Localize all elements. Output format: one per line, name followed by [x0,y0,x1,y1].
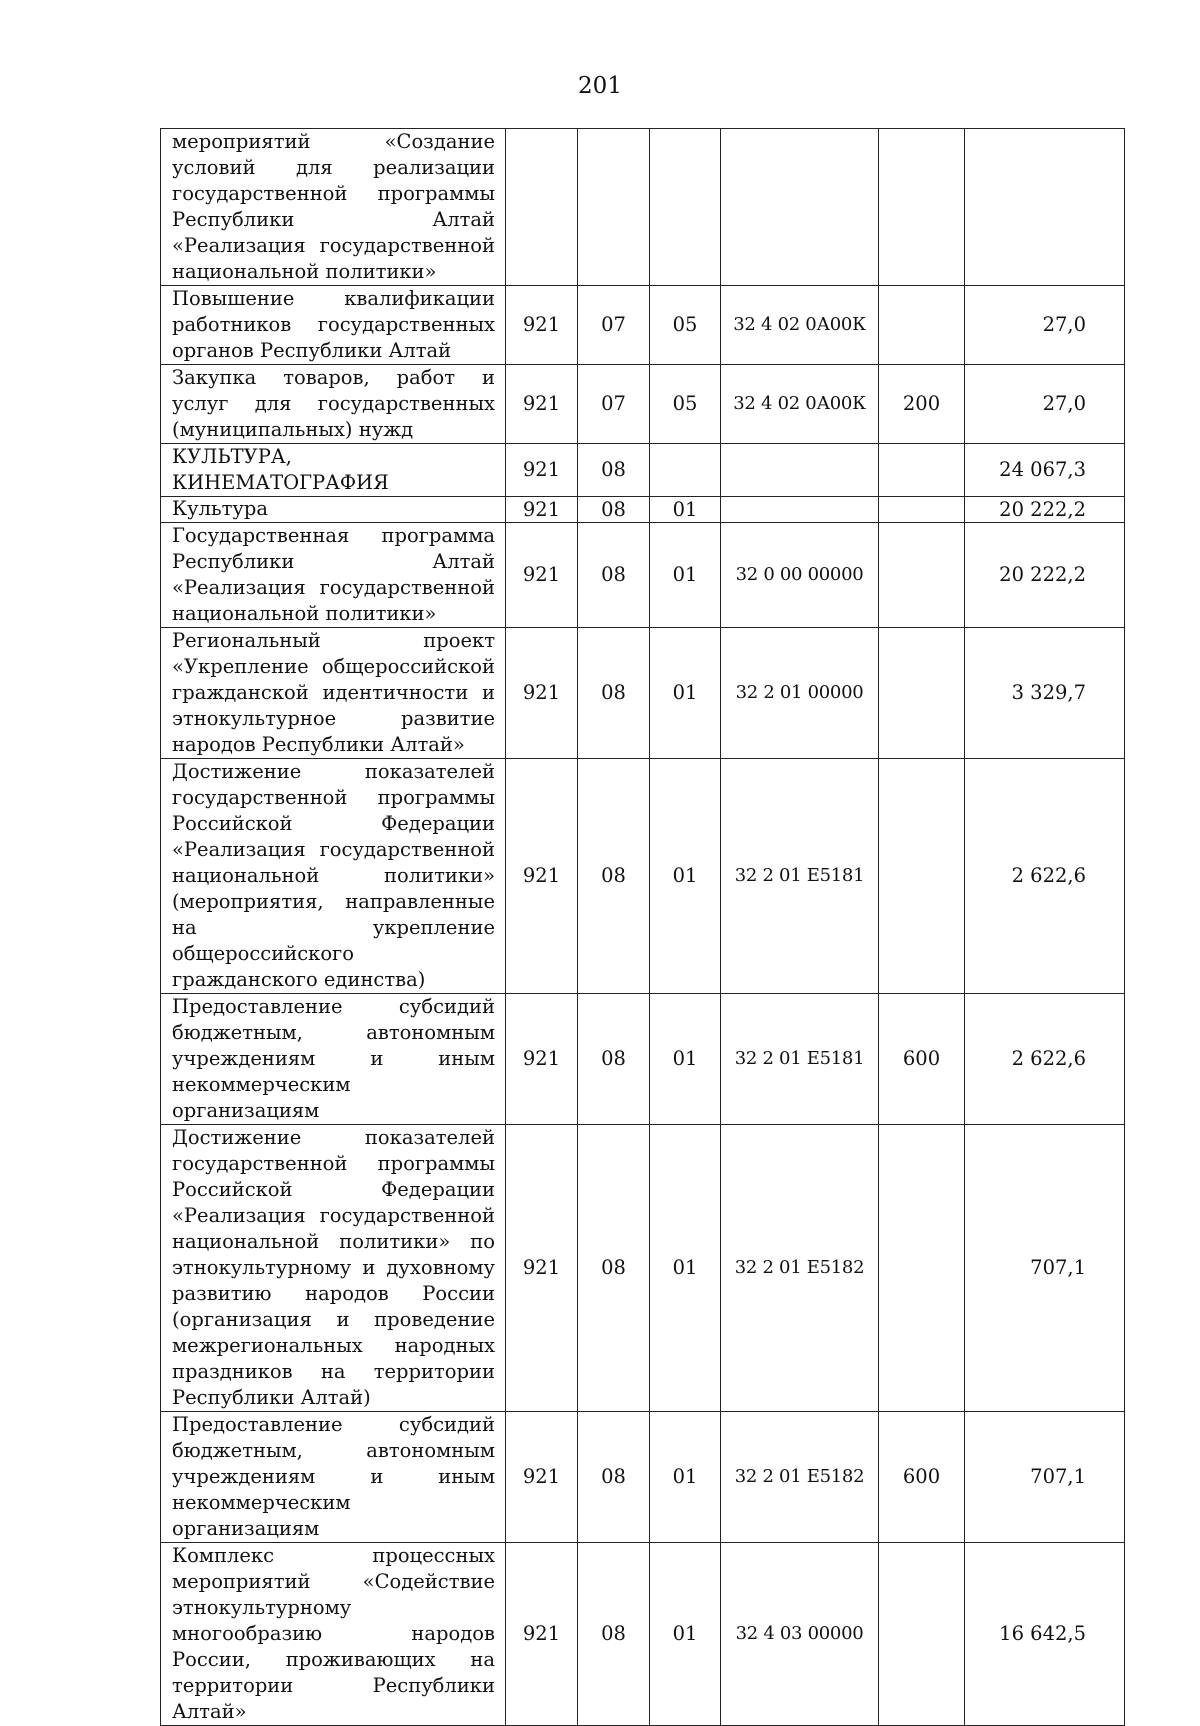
admin-code: 921 [506,286,578,365]
subsection-code: 01 [650,1543,721,1726]
table-row [161,1412,1125,1543]
expense-type [879,523,965,628]
sum-value: 2 622,6 [965,994,1125,1125]
sum-value: 20 222,2 [965,523,1125,628]
table-row [161,994,1125,1125]
expense-type: 200 [879,365,965,444]
target-code: 32 2 01 00000 [721,628,879,759]
admin-code: 921 [506,628,578,759]
sum-value: 707,1 [965,1125,1125,1412]
row-name: мероприятий «Создание условий для реализации государственной программы Республики Алтай «Реализация государственной национальной политики» [161,129,506,286]
page-number: 201 [578,73,622,99]
section-code: 07 [578,365,650,444]
target-code [721,444,879,497]
subsection-code [650,444,721,497]
sum-value: 16 642,5 [965,1543,1125,1726]
row-name: Достижение показателей государственной программы Российской Федерации «Реализация государственной национальной политики» по этнокультурному и духовному развитию народов России (организация и проведение межрегиональных народных праздников на территории Республики Алтай) [161,1125,506,1412]
target-code: 32 2 01 Е5181 [721,759,879,994]
section-code: 08 [578,759,650,994]
section-code [578,129,650,286]
sum-value: 3 329,7 [965,628,1125,759]
target-code: 32 0 00 00000 [721,523,879,628]
target-code: 32 4 02 0А00К [721,286,879,365]
budget-table [160,128,1125,1726]
table-body [161,129,1125,1726]
subsection-code: 01 [650,994,721,1125]
target-code [721,129,879,286]
row-name: КУЛЬТУРА, КИНЕМАТОГРАФИЯ [161,444,506,497]
admin-code: 921 [506,759,578,994]
expense-type [879,129,965,286]
target-code: 32 4 02 0А00К [721,365,879,444]
table-row [161,1543,1125,1726]
section-code: 08 [578,497,650,523]
admin-code [506,129,578,286]
row-name: Закупка товаров, работ и услуг для государственных (муниципальных) нужд [161,365,506,444]
admin-code: 921 [506,365,578,444]
subsection-code: 01 [650,628,721,759]
expense-type [879,1543,965,1726]
table-row [161,497,1125,523]
table-row [161,628,1125,759]
admin-code: 921 [506,497,578,523]
table-row [161,129,1125,286]
table-row [161,286,1125,365]
table-row [161,759,1125,994]
sum-value: 2 622,6 [965,759,1125,994]
admin-code: 921 [506,994,578,1125]
subsection-code: 05 [650,286,721,365]
target-code: 32 2 01 Е5181 [721,994,879,1125]
row-name: Предоставление субсидий бюджетным, автономным учреждениям и иным некоммерческим организациям [161,994,506,1125]
expense-type: 600 [879,1412,965,1543]
table-row [161,444,1125,497]
subsection-code: 01 [650,1412,721,1543]
subsection-code: 01 [650,523,721,628]
target-code: 32 4 03 00000 [721,1543,879,1726]
row-name: Региональный проект «Укрепление общероссийской гражданской идентичности и этнокультурное развитие народов Республики Алтай» [161,628,506,759]
row-name: Достижение показателей государственной программы Российской Федерации «Реализация государственной национальной политики» (мероприятия, направленные на укрепление общероссийского гражданского единства) [161,759,506,994]
subsection-code: 01 [650,1125,721,1412]
section-code: 08 [578,1412,650,1543]
table-row [161,365,1125,444]
table-row [161,1125,1125,1412]
row-name: Повышение квалификации работников государственных органов Республики Алтай [161,286,506,365]
expense-type [879,759,965,994]
section-code: 08 [578,994,650,1125]
target-code: 32 2 01 Е5182 [721,1125,879,1412]
sum-value: 27,0 [965,365,1125,444]
expense-type: 600 [879,994,965,1125]
subsection-code: 05 [650,365,721,444]
expense-type [879,444,965,497]
sum-value: 24 067,3 [965,444,1125,497]
section-code: 08 [578,1543,650,1726]
section-code: 08 [578,444,650,497]
target-code [721,497,879,523]
table-row [161,523,1125,628]
row-name: Государственная программа Республики Алтай «Реализация государственной национальной политики» [161,523,506,628]
admin-code: 921 [506,1543,578,1726]
row-name: Культура [161,497,506,523]
admin-code: 921 [506,523,578,628]
section-code: 07 [578,286,650,365]
section-code: 08 [578,628,650,759]
subsection-code: 01 [650,497,721,523]
sum-value [965,129,1125,286]
expense-type [879,286,965,365]
expense-type [879,1125,965,1412]
subsection-code [650,129,721,286]
expense-type [879,628,965,759]
admin-code: 921 [506,1412,578,1543]
sum-value: 27,0 [965,286,1125,365]
expense-type [879,497,965,523]
admin-code: 921 [506,1125,578,1412]
row-name: Комплекс процессных мероприятий «Содействие этнокультурному многообразию народов России, проживающих на территории Республики Алтай» [161,1543,506,1726]
subsection-code: 01 [650,759,721,994]
section-code: 08 [578,523,650,628]
sum-value: 20 222,2 [965,497,1125,523]
sum-value: 707,1 [965,1412,1125,1543]
row-name: Предоставление субсидий бюджетным, автономным учреждениям и иным некоммерческим организациям [161,1412,506,1543]
section-code: 08 [578,1125,650,1412]
target-code: 32 2 01 Е5182 [721,1412,879,1543]
admin-code: 921 [506,444,578,497]
